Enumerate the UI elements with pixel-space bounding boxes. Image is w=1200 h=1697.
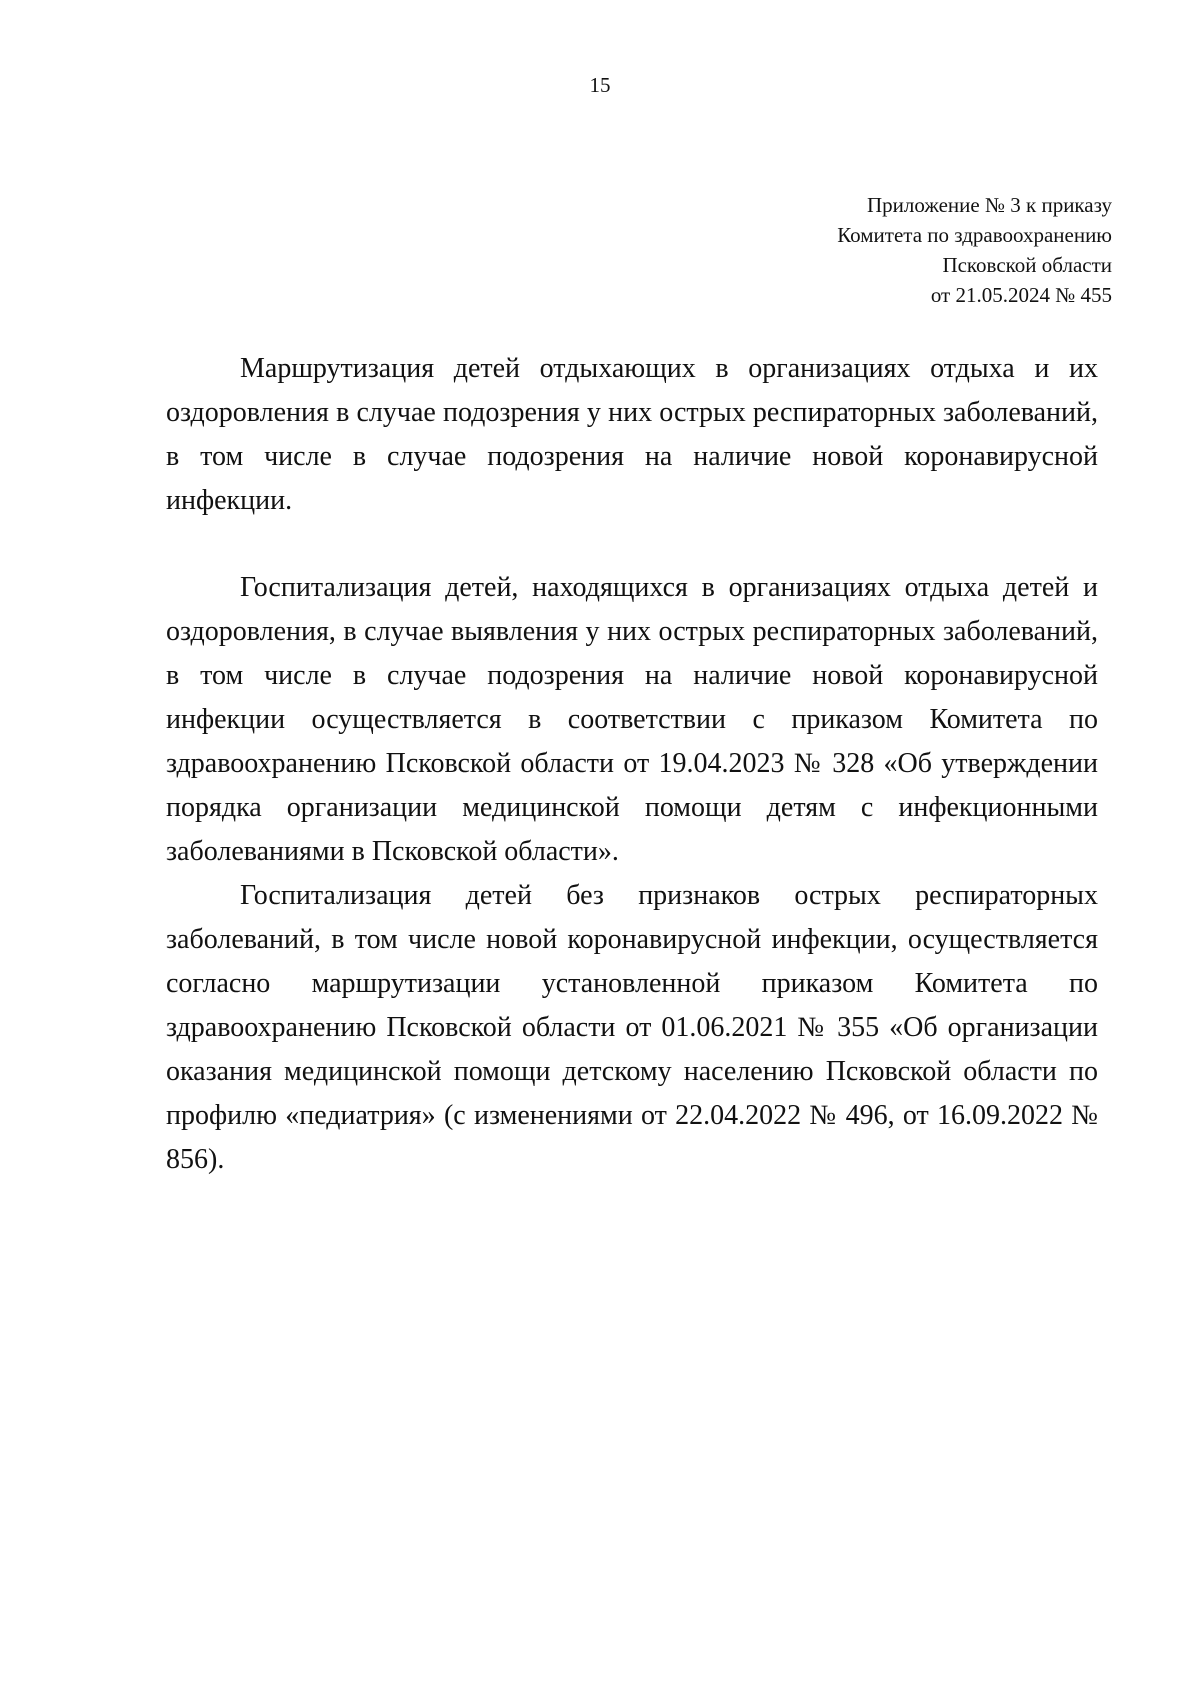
appendix-line: Приложение № 3 к приказу: [867, 193, 1112, 217]
document-title: Маршрутизация детей отдыхающих в организациях отдыха и их оздоровления в случае подозрения у них острых респираторных заболеваний, в том числе в случае подозрения на наличие новой коронавирусной инфекции.: [166, 353, 1098, 516]
document-body: [166, 566, 1098, 1182]
appendix-line: от 21.05.2024 № 455: [930, 283, 1112, 307]
appendix-line: Комитета по здравоохранению: [837, 223, 1112, 247]
body-paragraph: Госпитализация детей без признаков острых респираторных заболеваний, в том числе новой коронавирусной инфекции, осуществляется согласно маршрутизации установленной приказом Комитета по здравоохранению Псковской области от 01.06.2021 № 355 «Об организации оказания медицинской помощи детскому населению Псковской области по профилю «педиатрия» (с изменениями от 22.04.2022 № 496, от 16.09.2022 № 856).: [166, 880, 1098, 1175]
body-paragraph: Госпитализация детей, находящихся в организациях отдыха детей и оздоровления, в случае выявления у них острых респираторных заболеваний, в том числе в случае подозрения на наличие новой коронавирусной инфекции осуществляется в соответствии с приказом Комитета по здравоохранению Псковской области от 19.04.2023 № 328 «Об утверждении порядка организации медицинской помощи детям с инфекционными заболеваниями в Псковской области».: [166, 572, 1098, 867]
appendix-line: Псковской области: [942, 253, 1112, 277]
document-title-block: [166, 347, 1098, 523]
page-number: 15: [589, 73, 611, 97]
appendix-header: [652, 190, 1112, 310]
